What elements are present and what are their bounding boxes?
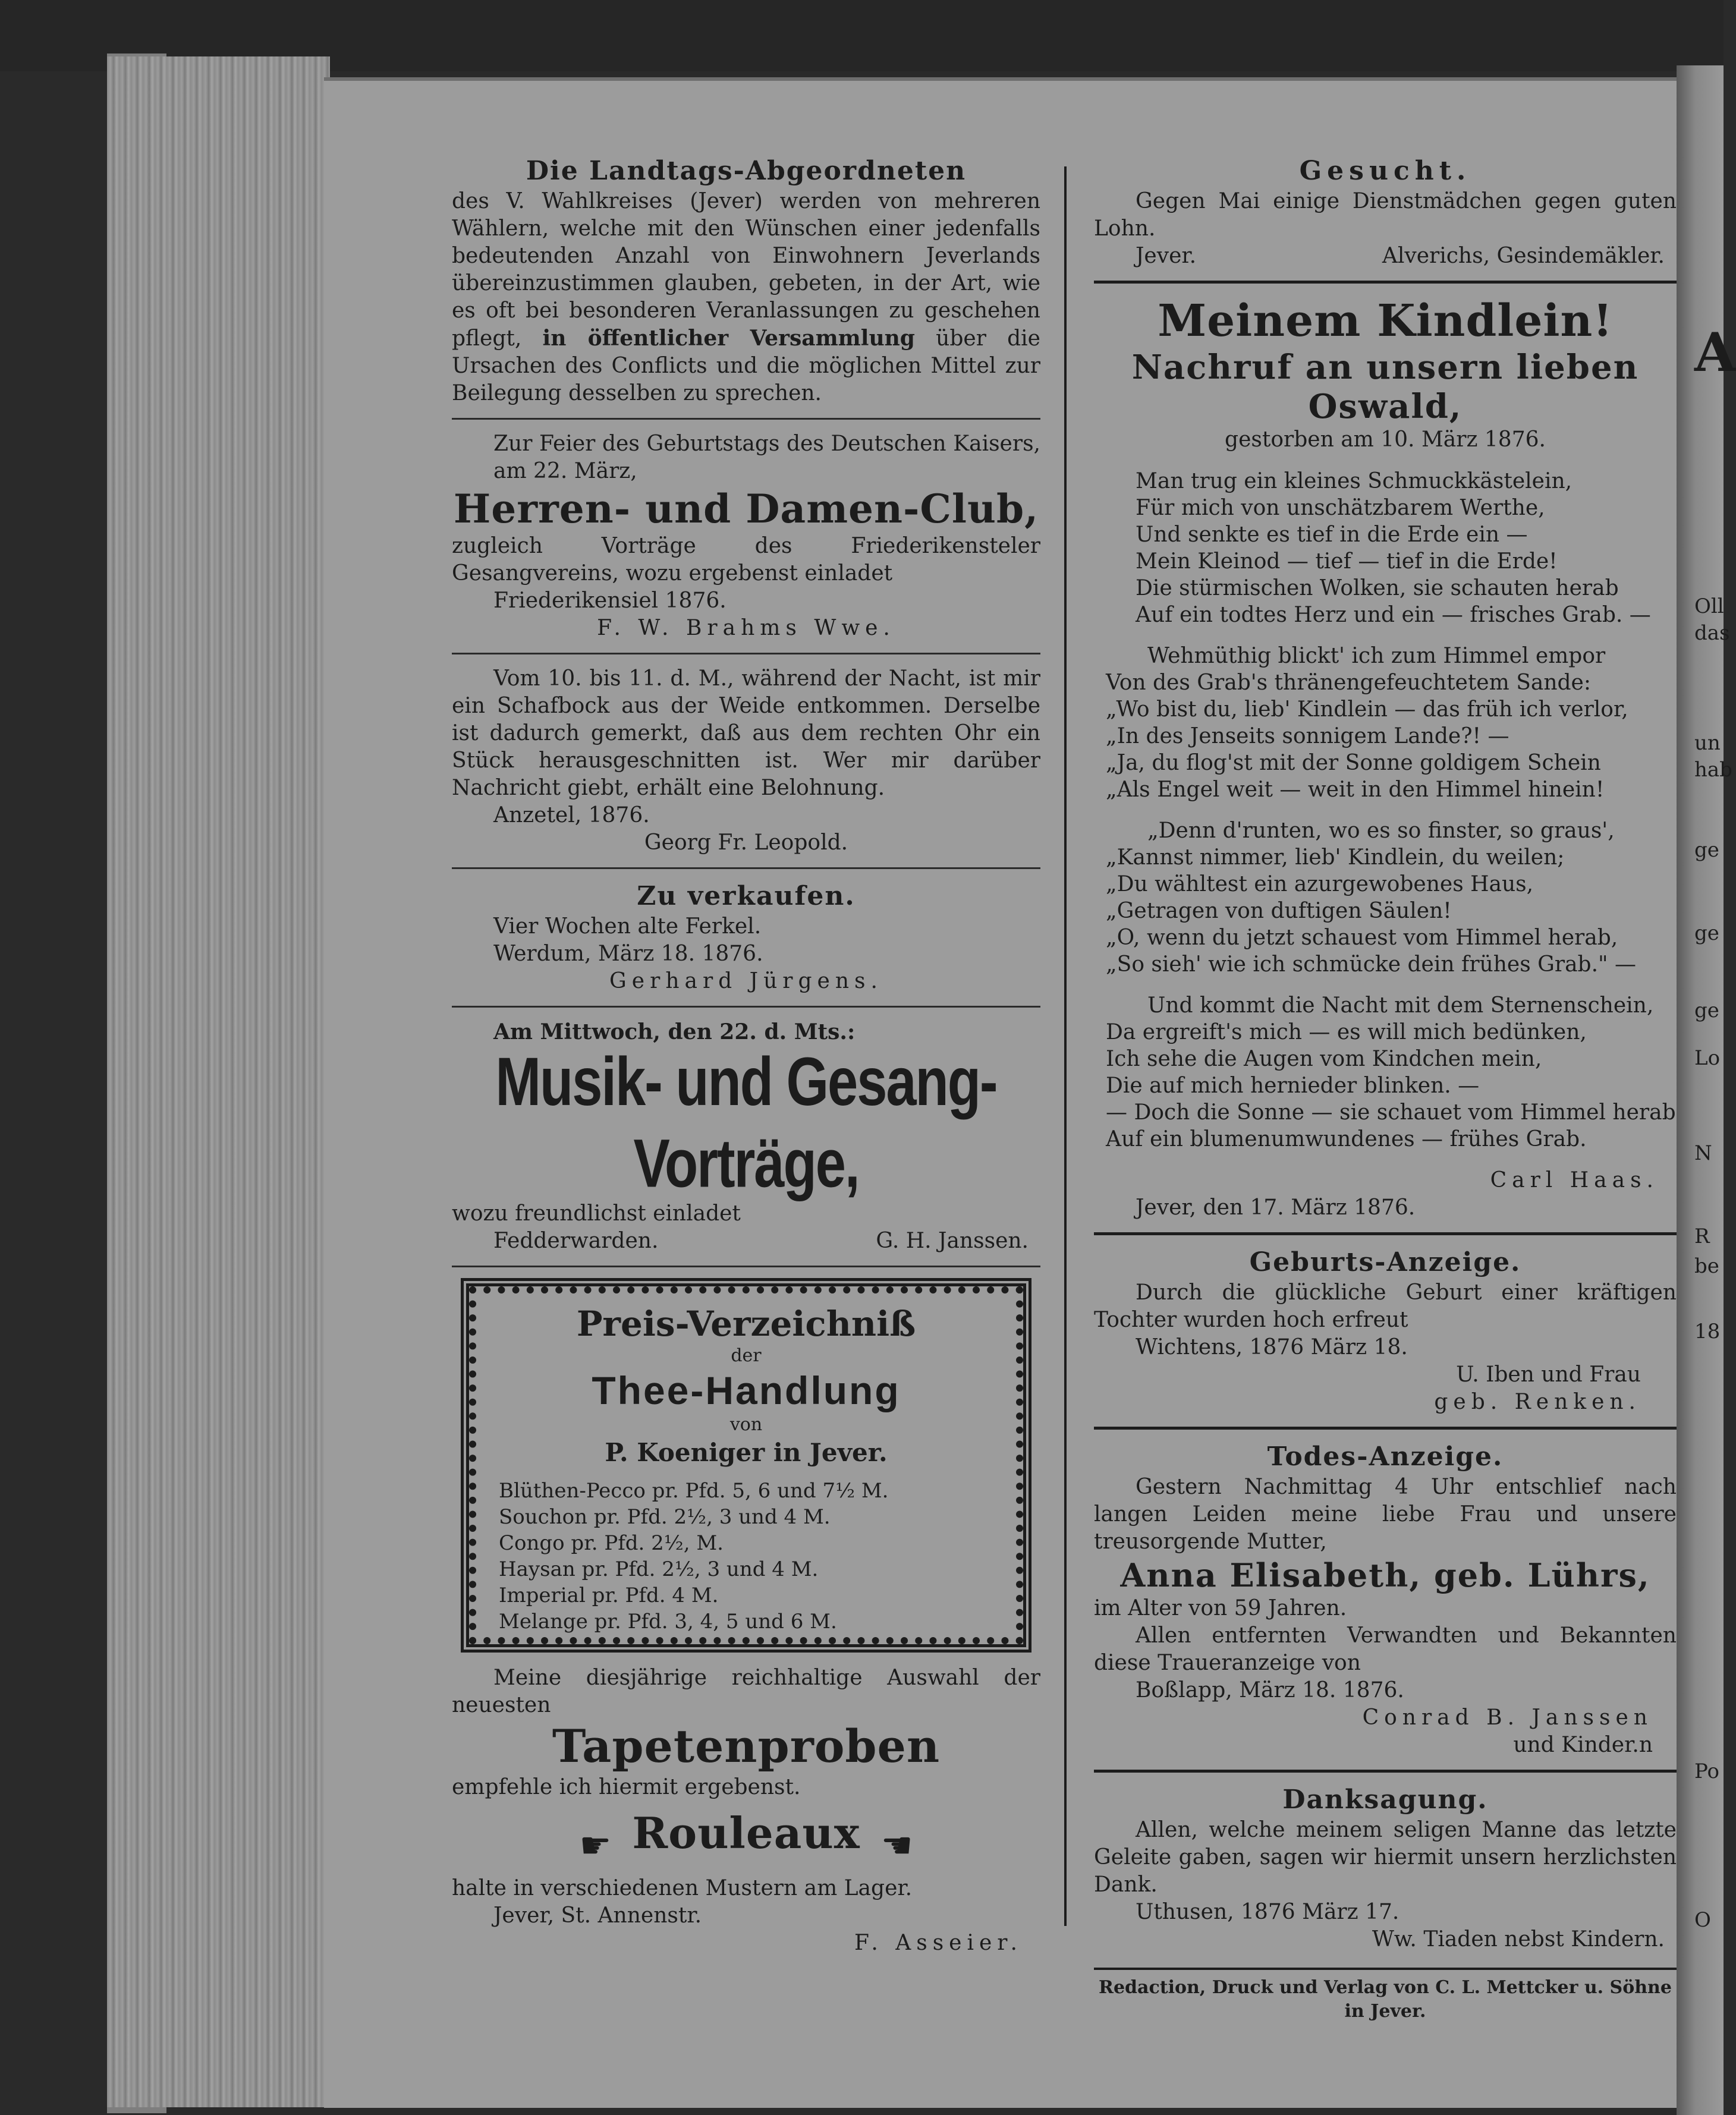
poem-line: Auf ein todtes Herz und ein — frisches Grab. — bbox=[1136, 603, 1651, 627]
ad-place: Friederikensiel 1876. bbox=[493, 588, 727, 613]
ad-verkaufen bbox=[452, 880, 1040, 995]
price-item: Blüthen-Pecco pr. Pfd. 5, 6 und 7½ M. bbox=[499, 1479, 889, 1503]
ad-line: wozu freundlichst einladet bbox=[452, 1201, 741, 1226]
poem-line: Ich sehe die Augen vom Kindchen mein, bbox=[1106, 1047, 1542, 1071]
ad-gesucht bbox=[1094, 155, 1677, 270]
poem-place: Jever, den 17. März 1876. bbox=[1136, 1195, 1416, 1220]
edge-fragment: ge bbox=[1694, 999, 1719, 1022]
ad-signature: Alverichs, Gesindemäkler. bbox=[1382, 244, 1665, 268]
price-list-der: der bbox=[731, 1345, 762, 1366]
price-item: Melange pr. Pfd. 3, 4, 5 und 6 M. bbox=[499, 1610, 837, 1634]
edge-fragment: A bbox=[1694, 321, 1736, 384]
divider bbox=[452, 418, 1040, 420]
edge-fragment: Po bbox=[1694, 1760, 1719, 1783]
poem-line: „Wo bist du, lieb' Kindlein — das früh ich verlor, bbox=[1106, 697, 1628, 722]
ad-body-2: Allen entfernten Verwandten und Bekannten diese Traueranzeige von bbox=[1094, 1623, 1677, 1675]
ad-signature: Gerhard Jürgens. bbox=[609, 969, 883, 993]
poem-stanza bbox=[1094, 992, 1677, 1153]
ad-body: Durch die glückliche Geburt einer kräftigen Tochter wurden hoch erfreut bbox=[1094, 1280, 1677, 1332]
ad-body: Vom 10. bis 11. d. M., während der Nacht, ist mir ein Schafbock aus der Weide entkommen. Derselbe ist dadurch gemerkt, daß aus dem rechten Ohr ein Stück herausgeschnitten ist. Wer mir darüber Nachricht giebt, erhält eine Belohnung. bbox=[452, 666, 1040, 800]
ad-musik bbox=[452, 1018, 1040, 1255]
poem-line: „In des Jenseits sonnigem Lande?! — bbox=[1106, 724, 1509, 748]
divider bbox=[452, 867, 1040, 869]
price-item: Haysan pr. Pfd. 2½, 3 und 4 M. bbox=[499, 1557, 819, 1581]
poem-line: Von des Grab's thränengefeuchtetem Sande: bbox=[1106, 671, 1591, 695]
price-item: Imperial pr. Pfd. 4 M. bbox=[499, 1584, 719, 1607]
poem-line: „Getragen von duftigen Säulen! bbox=[1106, 899, 1452, 923]
divider bbox=[1094, 281, 1677, 284]
poem-stanza bbox=[1094, 643, 1677, 803]
poem-line: — Doch die Sonne — sie schauet vom Himmel herab bbox=[1106, 1100, 1676, 1125]
ad-signature: Conrad B. Janssen bbox=[1362, 1705, 1653, 1730]
divider bbox=[452, 1006, 1040, 1008]
divider bbox=[1094, 1427, 1677, 1430]
ad-emphasis: in öffentlicher Versammlung bbox=[542, 326, 915, 351]
poem-stanza bbox=[1094, 817, 1677, 978]
edge-fragment: Lo bbox=[1694, 1046, 1721, 1070]
poem-subtitle: Nachruf an unsern lieben Oswald, bbox=[1131, 348, 1639, 426]
divider bbox=[452, 1266, 1040, 1267]
ad-signature-2: geb. Renken. bbox=[1434, 1390, 1641, 1414]
poem-line: Und senkte es tief in die Erde ein — bbox=[1136, 523, 1528, 547]
price-list-owner: P. Koeniger in Jever. bbox=[605, 1438, 888, 1467]
poem-line: Man trug ein kleines Schmuckkästelein, bbox=[1136, 469, 1573, 493]
price-list-frame bbox=[461, 1278, 1031, 1653]
ad-line: zugleich Vorträge des Friederikensteler Gesangvereins, wozu ergebenst einladet bbox=[452, 534, 1040, 586]
edge-fragment: R bbox=[1694, 1225, 1710, 1248]
poem-author: Carl Haas. bbox=[1490, 1168, 1659, 1192]
column-divider bbox=[1064, 166, 1067, 1926]
edge-fragment: ge bbox=[1694, 921, 1719, 945]
poem-stanza bbox=[1094, 468, 1677, 628]
ad-line: Zur Feier des Geburtstags des Deutschen Kaisers, am 22. März, bbox=[493, 432, 1040, 483]
ad-place: Anzetel, 1876. bbox=[493, 803, 650, 827]
poem-line: Wehmüthig blickt' ich zum Himmel empor bbox=[1147, 644, 1606, 668]
ad-signature: F. Asseier. bbox=[854, 1930, 1023, 1955]
ad-signature: Ww. Tiaden nebst Kindern. bbox=[1372, 1927, 1665, 1952]
ad-tapeten bbox=[452, 1664, 1040, 1957]
price-item: Souchon pr. Pfd. 2½, 3 und 4 M. bbox=[499, 1505, 831, 1529]
ad-landtags bbox=[452, 155, 1040, 407]
poem-line: „Du wähltest ein azurgewobenes Haus, bbox=[1106, 872, 1534, 896]
ad-schafbock bbox=[452, 665, 1040, 857]
edge-fragment: Oll bbox=[1694, 594, 1724, 618]
divider bbox=[1094, 1770, 1677, 1773]
ad-danksagung bbox=[1094, 1783, 1677, 1953]
price-list-title: Preis-Verzeichniß bbox=[576, 1304, 916, 1344]
divider bbox=[452, 653, 1040, 654]
ad-body-2: über die Ursachen des Conflicts und die möglichen Mittel zur Beilegung desselben zu sprechen. bbox=[452, 326, 1040, 405]
pointing-hand-left-icon: ☚ bbox=[880, 1824, 913, 1867]
edge-fragment: un bbox=[1694, 731, 1721, 755]
poem-line: „Als Engel weit — weit in den Himmel hinein! bbox=[1106, 778, 1605, 802]
ad-place: Uthusen, 1876 März 17. bbox=[1136, 1900, 1400, 1924]
ad-line: halte in verschiedenen Mustern am Lager. bbox=[452, 1875, 913, 1900]
ad-title: Geburts-Anzeige. bbox=[1249, 1247, 1521, 1277]
ad-body: des V. Wahlkreises (Jever) werden von mehreren Wählern, welche mit den Wünschen einer jedenfalls bedeutenden Anzahl von Einwohnern Jeverlands übereinzustimmen glauben, gebeten, in der Art, wie es oft bei besonderen Veranlassungen zu geschehen pflegt, bbox=[452, 189, 1040, 351]
divider bbox=[1094, 1232, 1677, 1235]
page-edges bbox=[107, 56, 330, 2107]
ad-place: Werdum, März 18. 1876. bbox=[493, 942, 763, 966]
poem-meinem-kindlein bbox=[1094, 294, 1677, 1222]
ad-line: Vier Wochen alte Ferkel. bbox=[493, 914, 762, 939]
poem-title: Meinem Kindlein! bbox=[1158, 295, 1613, 347]
edge-fragment: be bbox=[1694, 1254, 1719, 1278]
pointing-hand-right-icon: ☛ bbox=[579, 1824, 612, 1867]
edge-fragment: O bbox=[1694, 1908, 1711, 1932]
poem-line: Die stürmischen Wolken, sie schauten herab bbox=[1136, 576, 1619, 600]
poem-line: „Denn d'runten, wo es so finster, so graus', bbox=[1147, 819, 1615, 843]
poem-line: Und kommt die Nacht mit dem Sternenschein, bbox=[1147, 993, 1654, 1018]
ad-line: Meine diesjährige reichhaltige Auswahl der neuesten bbox=[452, 1666, 1040, 1717]
ad-title: Gesucht. bbox=[1299, 156, 1471, 186]
right-column bbox=[1094, 155, 1677, 2023]
price-list-items bbox=[499, 1478, 993, 1635]
ad-line: Am Mittwoch, den 22. d. Mts.: bbox=[493, 1019, 856, 1044]
poem-line: Für mich von unschätzbarem Werthe, bbox=[1136, 496, 1545, 520]
ad-headline-2: Rouleaux bbox=[632, 1808, 860, 1858]
price-list-von: von bbox=[729, 1414, 763, 1435]
poem-line: Die auf mich hernieder blinken. — bbox=[1106, 1074, 1480, 1098]
edge-fragment: N bbox=[1694, 1141, 1712, 1165]
ad-body: Allen, welche meinem seligen Manne das letzte Geleite gaben, sagen wir hiermit unsern herzlichsten Dank. bbox=[1094, 1818, 1677, 1897]
ad-title: Danksagung. bbox=[1282, 1784, 1488, 1815]
poem-line: „Ja, du flog'st mit der Sonne goldigem Schein bbox=[1106, 751, 1601, 775]
ad-place: Fedderwarden. bbox=[493, 1229, 659, 1253]
ad-todes bbox=[1094, 1440, 1677, 1759]
ad-title: Todes-Anzeige. bbox=[1267, 1442, 1504, 1472]
edge-fragment: 18 bbox=[1694, 1320, 1721, 1343]
ad-signature: G. H. Janssen. bbox=[876, 1229, 1029, 1253]
ad-headline: Herren- und Damen-Club, bbox=[453, 486, 1039, 532]
poem-line: „So sieh' wie ich schmücke dein frühes Grab." — bbox=[1106, 952, 1637, 977]
ad-club bbox=[452, 430, 1040, 642]
ad-name: Anna Elisabeth, geb. Lührs, bbox=[1120, 1556, 1650, 1594]
ad-place: Jever. bbox=[1136, 244, 1197, 268]
ad-headline: Tapetenproben bbox=[552, 1720, 941, 1773]
poem-line: Da ergreift's mich — es will mich bedünken, bbox=[1106, 1020, 1587, 1044]
left-column bbox=[452, 155, 1040, 1957]
ad-place: Wichtens, 1876 März 18. bbox=[1136, 1335, 1408, 1359]
ad-place: Boßlapp, März 18. 1876. bbox=[1136, 1678, 1404, 1702]
imprint-footer: Redaction, Druck und Verlag von C. L. Mettcker u. Söhne in Jever. bbox=[1094, 1968, 1677, 2023]
price-item: Congo pr. Pfd. 2½, M. bbox=[499, 1531, 724, 1555]
ad-signature: U. Iben und Frau bbox=[1456, 1362, 1641, 1387]
edge-fragment: hab bbox=[1694, 758, 1732, 782]
poem-line: Mein Kleinod — tief — tief in die Erde! bbox=[1136, 549, 1558, 574]
ad-body: Gegen Mai einige Dienstmädchen gegen guten Lohn. bbox=[1094, 189, 1677, 241]
ad-title: Die Landtags-Abgeordneten bbox=[526, 156, 967, 186]
ad-signature: F. W. Brahms Wwe. bbox=[597, 616, 895, 640]
ad-line: empfehle ich hiermit ergebenst. bbox=[452, 1775, 801, 1799]
poem-date: gestorben am 10. März 1876. bbox=[1225, 427, 1546, 452]
ad-place: Jever, St. Annenstr. bbox=[493, 1903, 702, 1928]
ad-body: Gestern Nachmittag 4 Uhr entschlief nach langen Leiden meine liebe Frau und unsere treusorgende Mutter, bbox=[1094, 1475, 1677, 1554]
ad-title: Zu verkaufen. bbox=[637, 881, 856, 911]
ad-line: im Alter von 59 Jahren. bbox=[1094, 1596, 1347, 1620]
edge-fragment: ge bbox=[1694, 838, 1719, 862]
poem-line: „Kannst nimmer, lieb' Kindlein, du weilen; bbox=[1106, 845, 1565, 870]
ad-geburt bbox=[1094, 1246, 1677, 1416]
poem-line: „O, wenn du jetzt schauest vom Himmel herab, bbox=[1106, 926, 1618, 950]
facing-page-fragments bbox=[1694, 238, 1736, 2021]
edge-fragment: das bbox=[1694, 621, 1730, 645]
ad-signature-2: und Kinder.n bbox=[1513, 1733, 1653, 1757]
poem-line: Auf ein blumenumwundenes — frühes Grab. bbox=[1106, 1127, 1587, 1151]
ad-signature: Georg Fr. Leopold. bbox=[644, 830, 848, 855]
ad-headline: Musik- und Gesang-Vorträge, bbox=[495, 1044, 997, 1202]
price-list-firm: Thee-Handlung bbox=[592, 1368, 901, 1412]
